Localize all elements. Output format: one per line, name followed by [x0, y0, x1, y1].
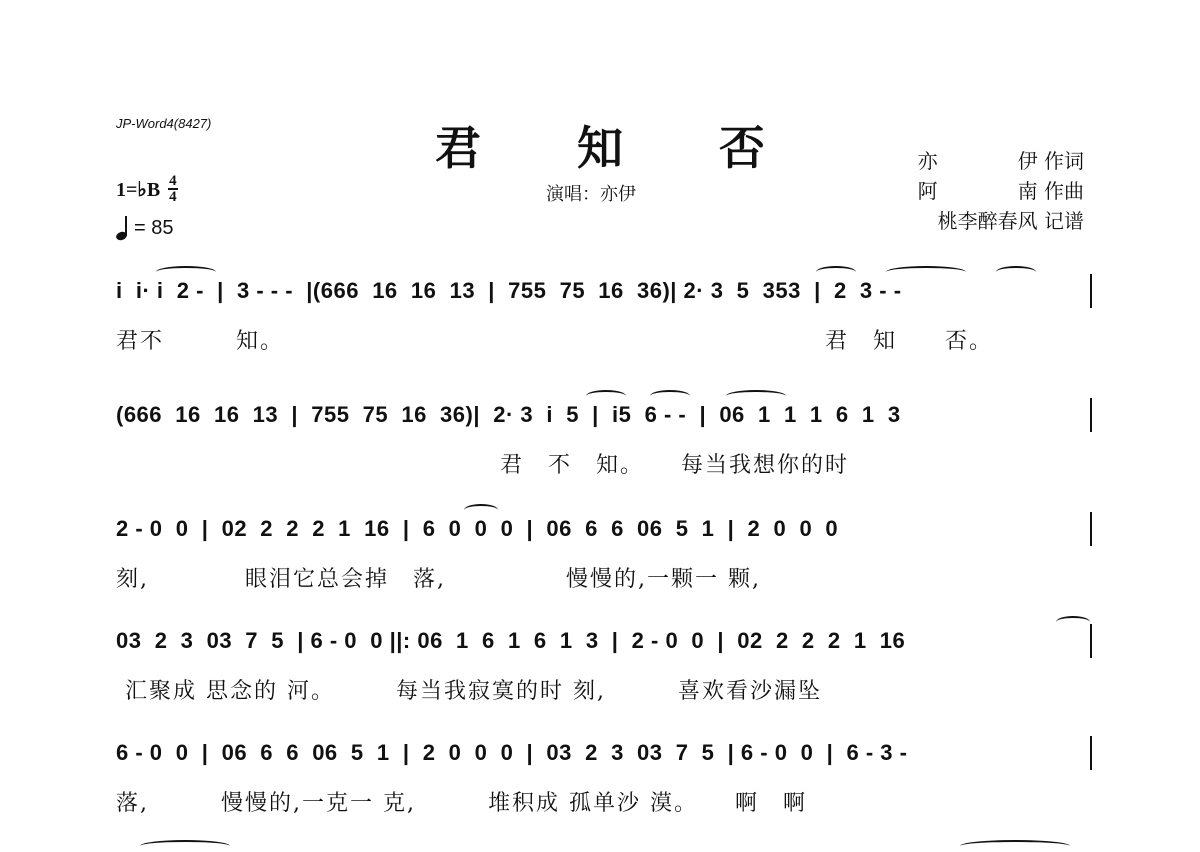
lyrics-line: 刻, 眼泪它总会掉 落, 慢慢的,一颗一 颗,: [116, 567, 761, 592]
tempo-marking: [116, 216, 173, 240]
quarter-note-icon: [116, 216, 128, 240]
slur-mark: [464, 504, 498, 516]
score-system-1: [116, 274, 1092, 355]
credits-block: [918, 146, 1084, 236]
score-system-5: [116, 736, 1092, 817]
score-system-4: [116, 624, 1092, 705]
notation-line: 6 - 0 0 | 06 6 6 06 5 1 | 2 0 0 0 | 03 2 3 03 7 5 | 6 - 0 0 | 6 - 3 -: [116, 736, 1092, 770]
slur-mark: [650, 390, 690, 402]
score-system-2: [116, 398, 1092, 479]
lyricist-credit: 亦 伊 作词: [917, 149, 1084, 173]
singer-credit: 演唱：亦伊: [546, 184, 636, 205]
software-label: JP-Word4(8427): [116, 116, 212, 131]
transcriber-credit: 桃李醉春风 记谱: [937, 209, 1084, 233]
slur-mark: [140, 840, 230, 852]
key-label: 1=♭B: [116, 178, 161, 201]
slur-mark: [1056, 616, 1090, 628]
song-title: 君 知 否: [434, 121, 806, 175]
time-top: 4: [169, 173, 177, 189]
slur-mark: [886, 266, 966, 278]
slur-mark: [586, 390, 626, 402]
tempo-label: = 85: [134, 216, 174, 239]
notation-line: (666 16 16 13 | 755 75 16 36)| 2· 3 i 5 | i5 6 - - | 06 1 1 1 6 1 3: [116, 398, 1092, 432]
lyrics-line: 汇聚成 思念的 河。 每当我寂寞的时 刻, 喜欢看沙漏坠: [116, 679, 822, 704]
lyrics-line: 君 不 知。 每当我想你的时: [116, 453, 850, 478]
slur-mark: [816, 266, 856, 278]
lyrics-line: 君不 知。 君 知 否。: [116, 329, 994, 354]
time-signature: [168, 174, 178, 204]
composer-credit: 阿 南 作曲: [917, 179, 1084, 203]
notation-line: i i· i 2 - | 3 - - - |(666 16 16 13 | 755 75 16 36)| 2· 3 5 353 | 2 3 - -: [116, 274, 1092, 308]
key-signature: [116, 174, 178, 204]
slur-mark: [996, 266, 1036, 278]
notation-line: 2 - 0 0 | 02 2 2 2 1 16 | 6 0 0 0 | 06 6 6 06 5 1 | 2 0 0 0: [116, 512, 1092, 546]
slur-mark: [960, 840, 1070, 852]
slur-mark: [726, 390, 786, 402]
slur-mark: [156, 266, 216, 278]
notation-line: 03 2 3 03 7 5 | 6 - 0 0 ||: 06 1 6 1 6 1 3 | 2 - 0 0 | 02 2 2 2 1 16: [116, 624, 1092, 658]
lyrics-line: 落, 慢慢的,一克一 克, 堆积成 孤单沙 漠。 啊 啊: [116, 791, 807, 816]
time-bottom: 4: [169, 189, 177, 205]
score-system-3: [116, 512, 1092, 593]
